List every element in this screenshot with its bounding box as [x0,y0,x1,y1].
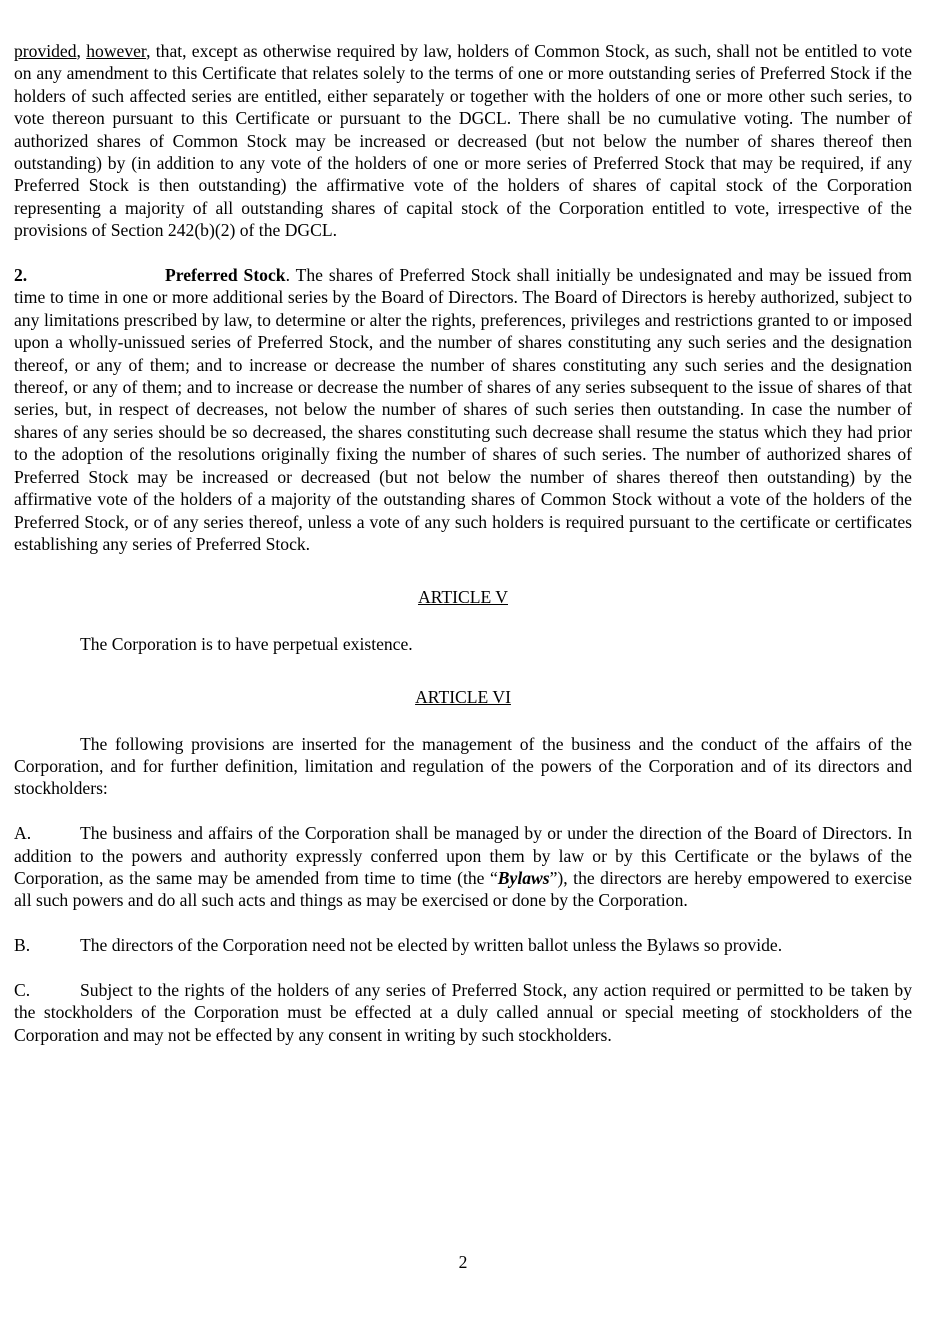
text-segment: Subject to the rights of the holders of any series of Preferred Stock, any action required or permitted to be taken by the stockholders of the Corporation must be effected at a duly called annual or special meeting of stockholders of the Corporation and may not be effected by any consent in writing by such stockholders. [14,979,912,1045]
text-segment: The business and affairs of the Corporation shall be managed by or under the direction of the Board of Directors. In addition to the powers and authority expressly conferred upon them by law or by this Certificate or the bylaws of the Corporation, as the same may be amended from time to time (the “ [14,823,912,888]
clause-heading: Preferred Stock [165,265,286,286]
spacer [14,609,912,633]
text-segment: however [86,41,147,61]
page-number: 2 [458,1252,468,1272]
paragraph-preferred-stock [14,264,912,555]
text-segment: ”), the directors are hereby empowered to exercise all such powers and do all such acts and things as may be exercised or done by the Corporation. [14,867,912,911]
text-segment: , that, except as otherwise required by law, holders of Common Stock, as such, shall not be entitled to vote on any amendment to this Certificate that relates solely to the terms of one or more outstanding series of Preferred Stock if the holders of such affected series are entitled, either separately or together with the holders of one or more other such series, to vote thereon pursuant to this Certificate or pursuant to the DGCL. There shall be no cumulative voting. The number of authorized shares of Common Stock may be increased or decreased (but not below the number of shares thereof then outstanding) by (in addition to any vote of the holders of one or more series of Preferred Stock that may be required, if any Preferred Stock is then outstanding) the affirmative vote of the holders of shares of capital stock of the Corporation representing a majority of all outstanding shares of capital stock of the Corporation entitled to vote, irrespective of the provisions of Section 242(b)(2) of the DGCL. [14,41,913,241]
text-segment: The directors of the Corporation need not be elected by written ballot unless the Bylaws so provide. [80,935,783,956]
spacer [14,912,912,934]
rich-text [14,823,912,910]
rich-text [14,41,912,240]
spacer [14,242,912,264]
text-segment: Bylaws [497,867,550,888]
clause-letter: A. [14,823,32,844]
article-v-heading-text: ARTICLE V [417,587,508,608]
clause-letter: B. [14,935,31,956]
paragraph-common-stock-continued [14,40,912,242]
text-segment: . The shares of Preferred Stock shall initially be undesignated and may be issued from time to time in one or more additional series by the Board of Directors. The Board of Directors is hereby authorized, subject to any limitations prescribed by law, to determine or alter the rights, preferences, privileges and restrictions granted to or imposed upon a wholly-unissued series of Preferred Stock, and the number of shares constituting any such series and the designation thereof, or any of them; and to increase or decrease the number of shares constituting any such series and the designation thereof, or any of them; and to increase or decrease the number of shares of any series subsequent to the issue of shares of that series, but, in respect of decreases, not below the number of shares of such series then outstanding. In case the number of shares of any series should be so decreased, the shares constituting such decrease shall resume the status which they had prior to the adoption of the resolutions originally fixing the number of shares of such series. The number of authorized shares of Preferred Stock may be increased or decreased (but not below the number of shares thereof then outstanding) by the affirmative vote of the holders of a majority of the outstanding shares of Common Stock without a vote of the holders of the Preferred Stock, or of any series thereof, unless a vote of any such holders is required pursuant to the certificate or certificates establishing any series of Preferred Stock. [14,265,912,554]
clause-letter: C. [14,979,31,1000]
article-vi-intro: The following provisions are inserted for the management of the business and the conduct of the affairs of the Corporation, and for further definition, limitation and regulation of the powers of the Corporation and of its directors and stockholders: [14,733,912,799]
article-v-body: The Corporation is to have perpetual existence. [80,633,413,654]
rich-text [14,980,912,1045]
article-vi-heading [14,686,912,708]
article-vi-clause-c [14,979,912,1046]
article-vi-clause-a [14,822,912,912]
rich-text [80,935,782,955]
spacer [14,957,912,979]
spacer [14,800,912,822]
text-segment: , [76,41,87,61]
rich-text [14,265,912,554]
spacer [14,655,912,686]
page-content [14,40,912,1046]
article-vi-heading-text: ARTICLE VI [415,687,511,708]
article-vi-clause-b [14,934,912,956]
text-segment: provided [14,41,77,61]
article-v-heading [14,586,912,608]
spacer [14,555,912,586]
clause-number: 2. [14,265,28,286]
spacer [14,709,912,733]
numbered-clause-label [14,264,165,286]
